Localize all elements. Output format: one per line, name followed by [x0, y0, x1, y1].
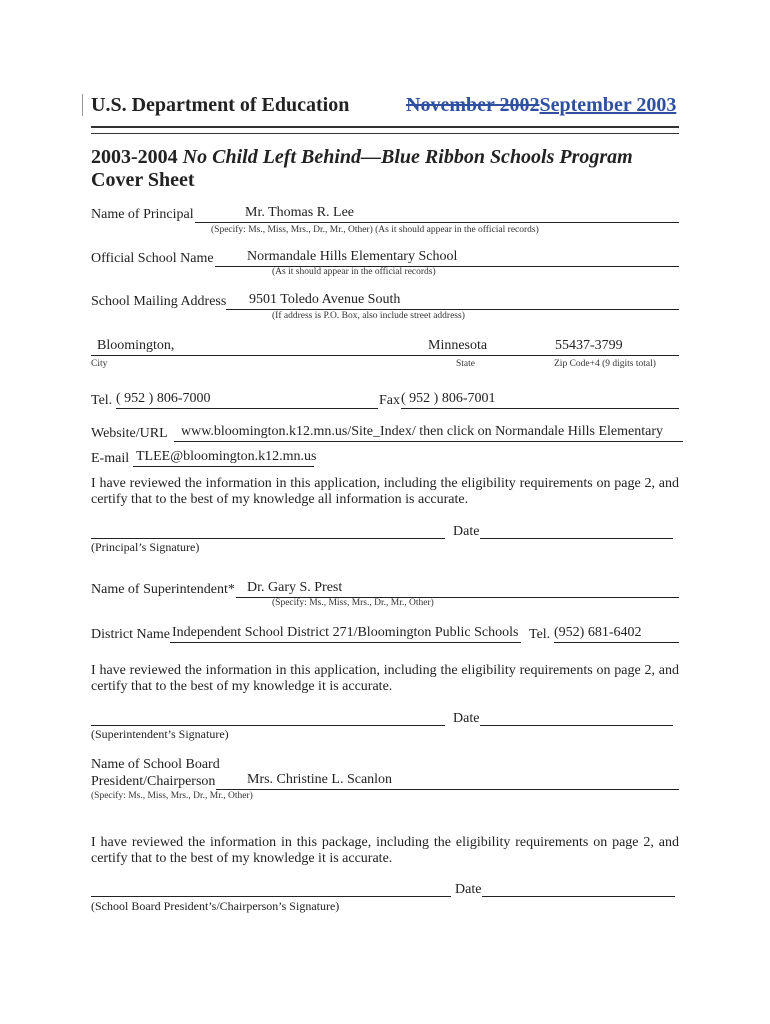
school-name-label: Official School Name	[91, 251, 214, 266]
superintendent-label: Name of Superintendent*	[91, 582, 235, 597]
program-title	[91, 146, 633, 169]
revision-date	[406, 94, 676, 117]
board-hint: (Specify: Ms., Miss, Mrs., Dr., Mr., Other)	[91, 791, 253, 801]
principal-name-value: Mr. Thomas R. Lee	[245, 205, 355, 220]
principal-date-label: Date	[453, 524, 480, 539]
city-label: City	[91, 359, 108, 369]
superintendent-hint: (Specify: Ms., Miss, Mrs., Dr., Mr., Other)	[272, 598, 434, 608]
board-president-name-field[interactable]	[216, 772, 679, 790]
principal-signature-line[interactable]	[91, 538, 445, 539]
district-name-value: Independent School District 271/Bloomington Public Schools	[172, 625, 519, 640]
department-heading: U.S. Department of Education	[91, 94, 350, 116]
board-signature-line[interactable]	[91, 896, 451, 897]
website-field[interactable]	[174, 424, 683, 442]
board-signature-label: (School Board President’s/Chairperson’s Signature)	[91, 899, 340, 913]
fax-value: ( 952 ) 806-7001	[401, 391, 496, 406]
header-rule	[91, 126, 679, 128]
inserted-date: September 2003	[539, 94, 677, 116]
email-value: TLEE@bloomington.k12.mn.us	[136, 449, 317, 464]
email-field[interactable]	[133, 449, 317, 467]
fax-field[interactable]	[401, 391, 679, 409]
superintendent-date-field[interactable]	[480, 725, 673, 726]
fax-label: Fax	[379, 393, 400, 408]
school-name-hint: (As it should appear in the official records)	[272, 267, 436, 277]
school-name-field[interactable]	[215, 249, 679, 267]
superintendent-signature-label	[91, 727, 229, 742]
board-president-name-value: Mrs. Christine L. Scanlon	[247, 772, 393, 787]
superintendent-signature-line[interactable]	[91, 725, 445, 726]
program-years: 2003-2004	[91, 146, 178, 168]
revision-margin-bar	[82, 94, 83, 116]
principal-certification-text: I have reviewed the information in this application, including the eligibility requirements on page 2, and certify that to the best of my knowledge all information is accurate.	[91, 476, 679, 507]
tel-label: Tel.	[91, 393, 113, 408]
program-name: No Child Left Behind—Blue Ribbon Schools Program	[182, 146, 633, 168]
website-value: www.bloomington.k12.mn.us/Site_Index/ then click on Normandale Hills Elementary	[181, 424, 664, 439]
principal-label: Name of Principal	[91, 207, 194, 222]
struck-date: November 2002	[406, 94, 540, 116]
zip-label: Zip Code+4 (9 digits total)	[554, 359, 656, 369]
header-rule-thin	[91, 133, 679, 134]
board-date-field[interactable]	[482, 896, 675, 897]
district-label: District Name	[91, 627, 170, 642]
district-tel-value: (952) 681-6402	[554, 625, 642, 640]
district-tel-label: Tel.	[529, 627, 551, 642]
email-label: E-mail	[91, 451, 130, 466]
city-state-zip-field[interactable]	[91, 338, 679, 356]
mailing-address-hint: (If address is P.O. Box, also include street address)	[272, 311, 465, 321]
zip-value: 55437-3799	[555, 338, 623, 353]
principal-hint: (Specify: Ms., Miss, Mrs., Dr., Mr., Other) (As it should appear in the official records)	[211, 225, 539, 235]
district-name-field[interactable]	[170, 625, 521, 643]
tel-field[interactable]	[116, 391, 378, 409]
mailing-address-value: 9501 Toledo Avenue South	[249, 292, 401, 307]
superintendent-signature-text: (Superintendent’s Signature)	[91, 727, 229, 741]
board-label-line1: Name of School Board	[91, 757, 220, 772]
principal-date-field[interactable]	[480, 538, 673, 539]
tel-value: ( 952 ) 806-7000	[116, 391, 211, 406]
school-name-value: Normandale Hills Elementary School	[247, 249, 458, 264]
superintendent-name-value: Dr. Gary S. Prest	[247, 580, 343, 595]
board-certification-text: I have reviewed the information in this package, including the eligibility requirements on page 2, and certify that to the best of my knowledge it is accurate.	[91, 835, 679, 866]
superintendent-date-label: Date	[453, 711, 480, 726]
cover-sheet-title: Cover Sheet	[91, 169, 195, 191]
superintendent-certification-text: I have reviewed the information in this application, including the eligibility requirements on page 2, and certify that to the best of my knowledge it is accurate.	[91, 663, 679, 694]
principal-name-field[interactable]	[195, 205, 679, 223]
superintendent-name-field[interactable]	[236, 580, 679, 598]
city-value: Bloomington,	[97, 338, 175, 353]
board-date-label: Date	[455, 882, 482, 897]
board-label-line2: President/Chairperson	[91, 774, 216, 789]
district-tel-field[interactable]	[554, 625, 679, 643]
website-label: Website/URL	[91, 426, 168, 441]
state-label: State	[456, 359, 475, 369]
mailing-address-field[interactable]	[226, 292, 679, 310]
principal-signature-label: (Principal’s Signature)	[91, 540, 200, 554]
mailing-address-label: School Mailing Address	[91, 294, 227, 309]
state-value: Minnesota	[428, 338, 488, 353]
